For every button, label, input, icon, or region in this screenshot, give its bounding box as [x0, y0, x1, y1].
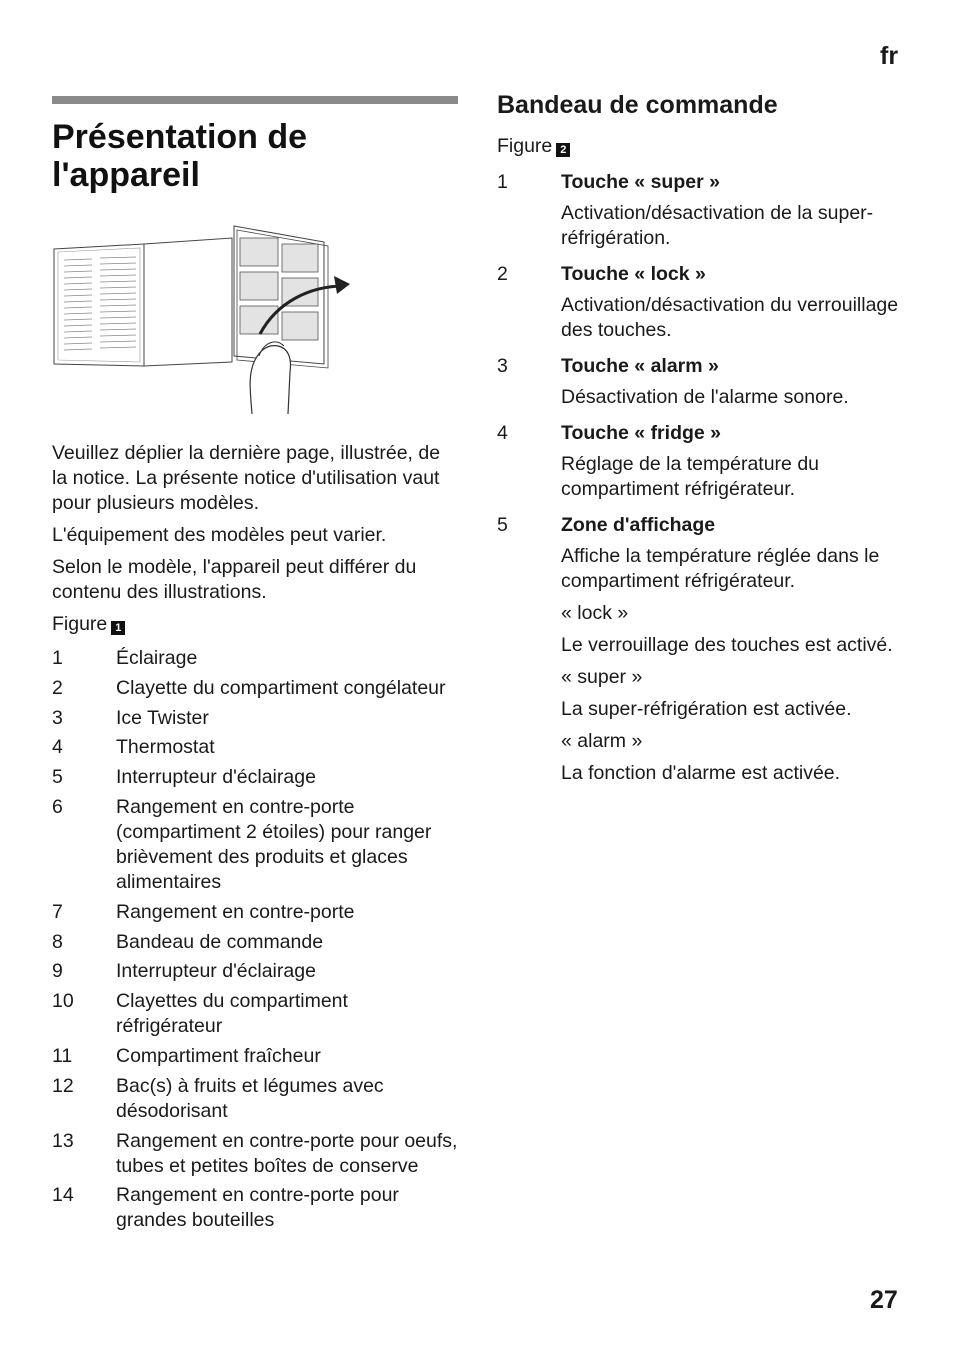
item-number: 4 [52, 736, 63, 759]
item-description: Affiche la température réglée dans le compartiment réfrigérateur. [561, 545, 880, 592]
item-text: Interrupteur d'éclairage [116, 960, 316, 983]
item-title: Touche « alarm » [561, 355, 719, 377]
list-item [52, 706, 458, 731]
list-item [52, 646, 458, 671]
figure-reference [497, 134, 907, 159]
list-item [52, 795, 458, 895]
list-item [52, 735, 458, 760]
item-text: Rangement en contre-porte pour grandes bouteilles [116, 1184, 399, 1232]
item-text: Bandeau de commande [116, 930, 324, 953]
figure-label: Figure [497, 135, 553, 157]
item-number: 13 [52, 1129, 74, 1152]
item-text: Compartiment fraîcheur [116, 1044, 321, 1067]
item-title: Touche « fridge » [561, 422, 721, 444]
item-number: 4 [497, 422, 508, 444]
page-number: 27 [870, 1286, 898, 1314]
section-rule [52, 96, 458, 104]
item-text: Bac(s) à fruits et légumes avec désodorisant [116, 1074, 384, 1122]
model-paragraph: Selon le modèle, l'appareil peut différer du contenu des illustrations. [52, 556, 417, 603]
list-item [52, 989, 458, 1039]
list-item [52, 676, 458, 701]
figure-number-box: 1 [111, 621, 125, 635]
component-list [52, 646, 458, 1233]
item-number: 12 [52, 1074, 74, 1097]
list-item [52, 959, 458, 984]
display-indicator-label: « lock » [561, 602, 629, 624]
item-text: Rangement en contre-porte [116, 900, 355, 923]
item-number: 5 [497, 514, 508, 536]
item-text: Éclairage [116, 647, 198, 669]
item-text: Ice Twister [116, 706, 209, 729]
list-item [52, 900, 458, 925]
list-item [52, 765, 458, 790]
item-number: 1 [52, 647, 63, 669]
item-title: Touche « super » [561, 171, 720, 193]
item-number: 14 [52, 1184, 74, 1207]
item-number: 3 [497, 355, 508, 377]
control-item [497, 262, 907, 343]
item-text: Interrupteur d'éclairage [116, 766, 316, 789]
list-item [52, 1044, 458, 1069]
item-number: 2 [497, 263, 508, 285]
item-number: 8 [52, 930, 63, 953]
item-text: Rangement en contre-porte pour oeufs, tubes et petites boîtes de conserve [116, 1129, 458, 1177]
control-item [497, 421, 907, 502]
list-item [52, 1074, 458, 1124]
display-indicator-text: La fonction d'alarme est activée. [561, 762, 841, 784]
item-number: 3 [52, 706, 63, 729]
control-item [497, 354, 907, 410]
item-text: Thermostat [116, 736, 215, 759]
item-number: 11 [52, 1044, 73, 1067]
display-indicator-label: « super » [561, 666, 643, 688]
item-title: Touche « lock » [561, 263, 706, 285]
item-description: Activation/désactivation du verrouillage des touches. [561, 294, 899, 341]
item-number: 2 [52, 676, 63, 699]
figure-reference [52, 612, 458, 637]
section-heading: Bandeau de commande [497, 91, 778, 119]
item-text: Clayette du compartiment congélateur [116, 676, 446, 699]
item-number: 9 [52, 960, 63, 983]
equipment-paragraph: L'équipement des modèles peut varier. [52, 524, 387, 546]
language-tag: fr [880, 42, 899, 70]
item-description: Désactivation de l'alarme sonore. [561, 386, 849, 408]
item-title: Zone d'affichage [561, 514, 716, 536]
list-item [52, 1183, 458, 1233]
item-number: 10 [52, 990, 74, 1013]
item-text: Clayettes du compartiment réfrigérateur [116, 990, 348, 1038]
intro-paragraph: Veuillez déplier la dernière page, illustrée, de la notice. La présente notice d'utilisation vaut pour plusieurs modèles. [52, 442, 441, 514]
item-number: 7 [52, 900, 63, 923]
item-number: 6 [52, 795, 63, 818]
right-column [497, 90, 907, 786]
control-item [497, 513, 907, 594]
left-column [52, 96, 458, 1238]
item-description: Réglage de la température du compartiment réfrigérateur. [561, 453, 820, 500]
control-item [497, 170, 907, 251]
page-title: Présentation de l'appareil [52, 118, 308, 194]
figure-number-box: 2 [556, 143, 570, 157]
item-text: Rangement en contre-porte (compartiment 2 étoiles) pour ranger brièvement des produits et glaces alimentaires [116, 795, 432, 893]
figure-label: Figure [52, 613, 108, 635]
list-item [52, 930, 458, 955]
display-indicator-label: « alarm » [561, 730, 643, 752]
unfold-page-illustration [52, 224, 362, 416]
item-number: 5 [52, 766, 63, 789]
item-description: Activation/désactivation de la super-réfrigération. [561, 202, 874, 249]
display-indicator-text: La super-réfrigération est activée. [561, 698, 852, 720]
display-indicator-text: Le verrouillage des touches est activé. [561, 634, 893, 656]
list-item [52, 1129, 458, 1179]
item-number: 1 [497, 171, 508, 193]
